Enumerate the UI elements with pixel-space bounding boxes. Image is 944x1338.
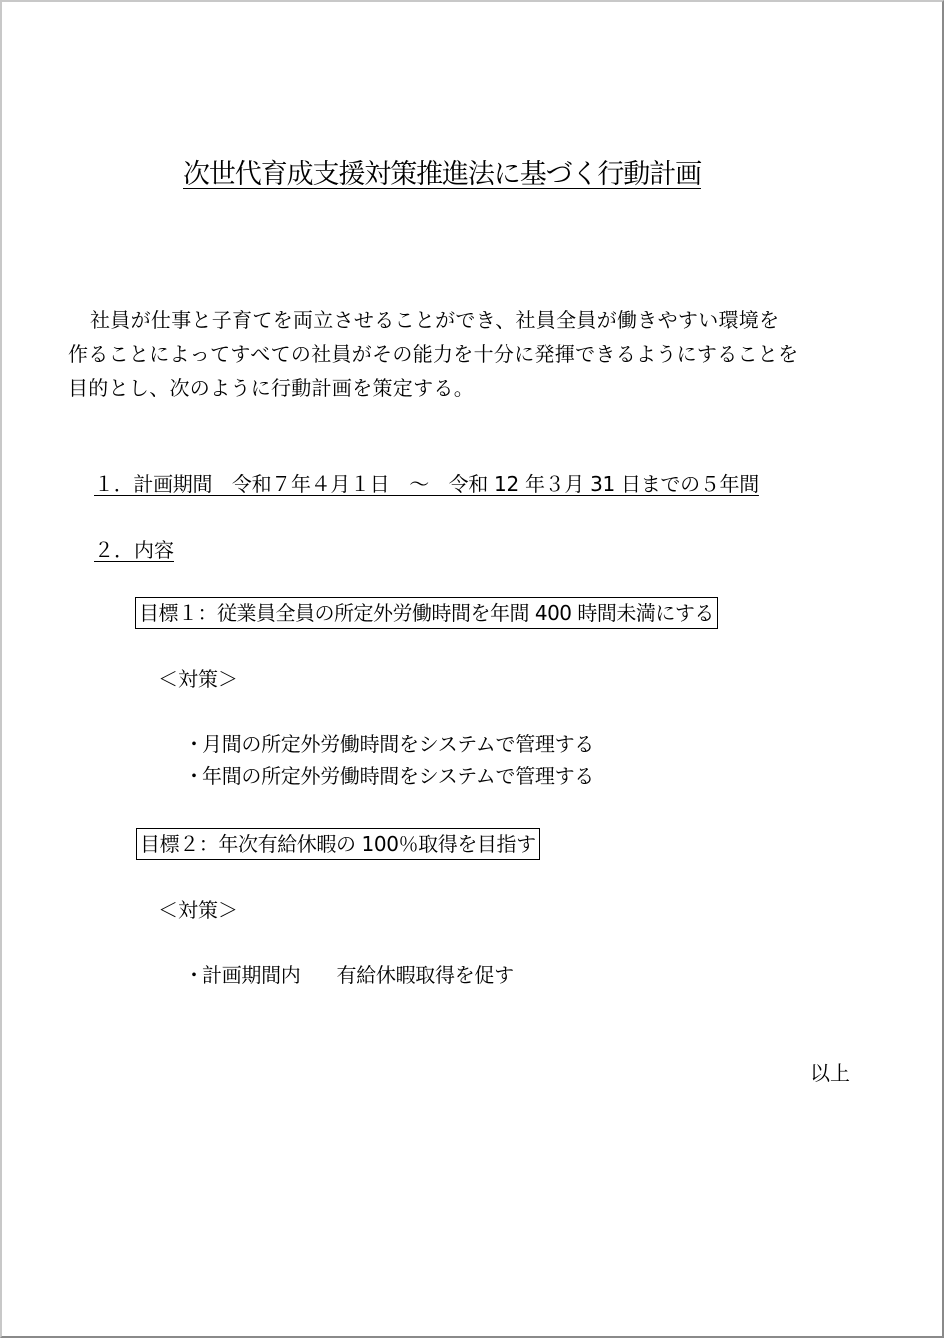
bullet-icon: ・	[184, 764, 204, 788]
list-item-text-2: 有給休暇取得を促す	[336, 963, 514, 987]
intro-line: 目的とし、次のように行動計画を策定する。	[68, 376, 474, 400]
intro-line: 社員が仕事と子育てを両立させることができ、社員全員が働きやすい環境を	[90, 308, 780, 332]
bullet-icon: ・	[184, 732, 204, 756]
goal-2-box: 目標２：年次有給休暇の 100％取得を目指す	[136, 828, 540, 860]
closing-text: 以上	[810, 1061, 850, 1085]
goal-2-measures-list	[184, 959, 514, 991]
intro-paragraph	[68, 303, 798, 405]
list-item	[184, 760, 594, 792]
list-item	[184, 959, 514, 991]
list-item-text: 年間の所定外労働時間をシステムで管理する	[202, 764, 594, 788]
intro-line: 作ることによってすべての社員がその能力を十分に発揮できるようにすることを	[68, 342, 799, 366]
goal-1-measures-label: ＜対策＞	[158, 667, 238, 691]
goal-1-measures-list	[184, 728, 594, 792]
list-item	[184, 728, 594, 760]
section-plan-period: １．計画期間 令和７年４月１日 ～ 令和 12 年３月 31 日までの５年間	[94, 472, 759, 496]
document-title: 次世代育成支援対策推進法に基づく行動計画	[183, 159, 701, 190]
bullet-icon: ・	[184, 963, 204, 987]
list-item-text: 計画期間内	[202, 963, 301, 987]
list-item-text: 月間の所定外労働時間をシステムで管理する	[202, 732, 594, 756]
goal-2-measures-label: ＜対策＞	[158, 898, 238, 922]
goal-1-box: 目標１：従業員全員の所定外労働時間を年間 400 時間未満にする	[135, 597, 718, 629]
section-contents: ２．内容	[94, 538, 174, 562]
